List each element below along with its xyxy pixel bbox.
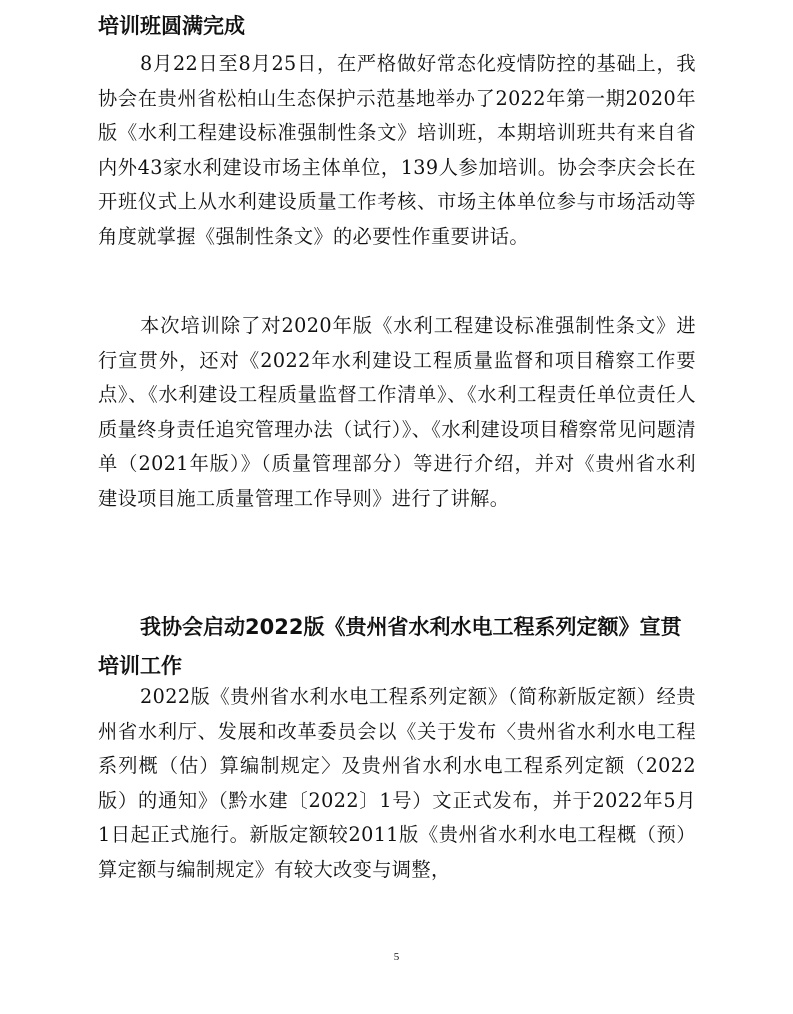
paragraph-new-quota: 2022版《贵州省水利水电工程系列定额》（简称新版定额）经贵州省水利厅、发展和改革委员会以《关于发布〈贵州省水利水电工程系列概（估）算编制规定〉及贵州省水利水电工程系列定额（2022版）的通知》（黔水建〔2022〕1号）文正式发布，并于2022年5月1日起正式施行。新版定额较2011版《贵州省水利水电工程概（预）算定额与编制规定》有较大改变与调整， [98, 685, 696, 881]
section-title-quota-training: 我协会启动2022版《贵州省水利水电工程系列定额》宣贯培训工作 [98, 615, 682, 678]
page-number: 5 [393, 951, 400, 963]
paragraph-training-overview: 8月22日至8月25日，在严格做好常态化疫情防控的基础上，我协会在贵州省松柏山生态保护示范基地举办了2022年第一期2020年版《水利工程建设标准强制性条文》培训班，本期培训班共有来自省内外43家水利建设市场主体单位，139人参加培训。协会李庆会长在开班仪式上从水利建设质量工作考核、市场主体单位参与市场活动等角度就掌握《强制性条文》的必要性作重要讲话。 [98, 52, 696, 248]
paragraph-training-content: 本次培训除了对2020年版《水利工程建设标准强制性条文》进行宣贯外，还对《2022年水利建设工程质量监督和项目稽察工作要点》、《水利建设工程质量监督工作清单》、《水利工程责任单位责任人质量终身责任追究管理办法（试行）》、《水利建设项目稽察常见问题清单（2021年版）》（质量管理部分）等进行介绍，并对《贵州省水利建设项目施工质量管理工作导则》进行了讲解。 [98, 314, 696, 510]
section-title-training-complete: 培训班圆满完成 [98, 14, 245, 38]
